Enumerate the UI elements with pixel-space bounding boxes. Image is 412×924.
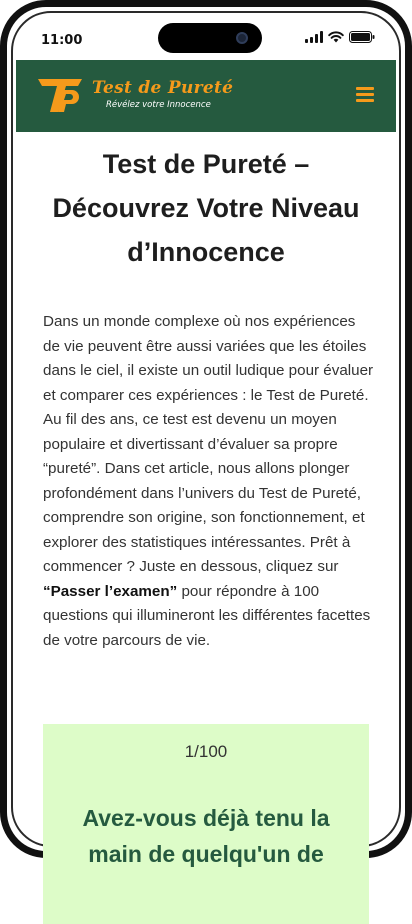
site-header [16,60,396,132]
status-bar [13,13,399,61]
battery-icon [349,31,375,43]
logo-icon[interactable] [36,76,84,116]
brand-tagline: Révélez votre Innocence [106,100,211,110]
signal-icon [305,31,323,43]
brand-title[interactable]: Test de Pureté [92,78,234,98]
quiz-card [43,724,369,924]
intro-paragraph [13,274,399,653]
hamburger-menu-icon[interactable] [356,87,374,103]
quiz-question: Avez-vous déjà tenu la main de quelqu'un de [82,805,330,867]
intro-text: Dans un monde complexe où nos expériences de vie peuvent être aussi variées que les étoiles dans le ciel, il existe un outil ludique pour évaluer et comparer ces expériences : le Test de Pureté. Au fil des ans, ce test est devenu un moyen populaire et divertissant d’évaluer sa propre “pureté”. Dans cet article, nous allons plonger profondément dans l’univers du Test de Pureté, comprendre son origine, son fonctionnement, et explorer des statistiques intéressantes. Prêt à commencer ? Juste en dessous, cliquez sur [43,313,374,575]
wifi-icon [328,31,344,43]
intro-highlight: “Passer l’examen” [43,582,178,600]
status-icons [305,31,375,43]
camera-icon [236,32,248,44]
intro-text-end: pour répondre à 100 questions qui illumineront les différentes facettes de votre parcours de vie. [43,582,371,649]
dynamic-island [158,23,262,53]
question-counter: 1/100 [184,742,228,761]
page-title: Test de Pureté – Découvrez Votre Niveau d’Innocence [52,149,360,267]
main-content [13,132,399,867]
phone-screen [11,11,401,867]
status-time: 11:00 [41,33,83,48]
